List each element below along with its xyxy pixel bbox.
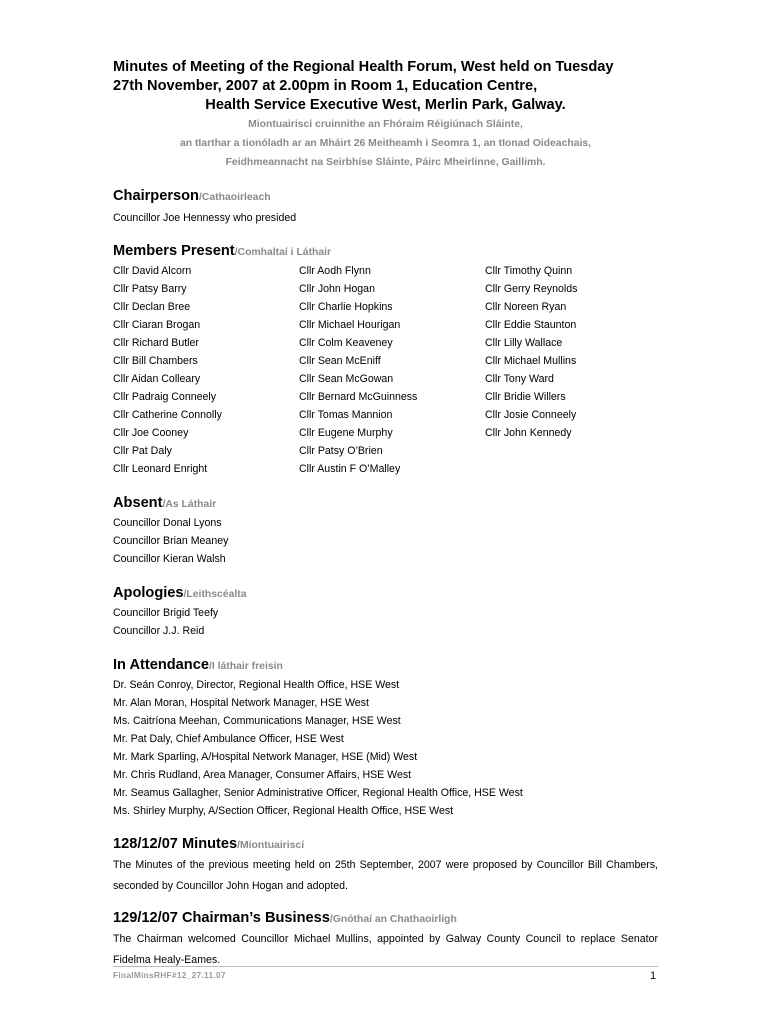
- list-item: Councillor Brigid Teefy: [113, 607, 219, 619]
- members-column-2: [299, 262, 485, 478]
- list-item: Cllr David Alcorn: [113, 265, 192, 277]
- list-item: Cllr Richard Butler: [113, 337, 199, 349]
- list-item: Cllr Padraig Conneely: [113, 391, 217, 403]
- list-item: Mr. Mark Sparling, A/Hospital Network Manager, HSE (Mid) West: [113, 751, 418, 763]
- list-item: Cllr John Kennedy: [485, 427, 572, 439]
- list-item: Councillor Kieran Walsh: [113, 553, 226, 565]
- list-item: Cllr Tony Ward: [485, 373, 554, 385]
- list-item: Cllr John Hogan: [299, 283, 375, 295]
- list-item: Cllr Patsy O’Brien: [299, 445, 383, 457]
- chairperson-section: [113, 187, 658, 227]
- title-line-1: Minutes of Meeting of the Regional Health Forum, West held on Tuesday: [113, 59, 614, 75]
- list-item: Cllr Sean McGowan: [299, 373, 394, 385]
- list-item: Cllr Eddie Staunton: [485, 319, 577, 331]
- list-item: Mr. Alan Moran, Hospital Network Manager, HSE West: [113, 697, 369, 709]
- list-item: Ms. Caitríona Meehan, Communications Manager, HSE West: [113, 715, 401, 727]
- list-item: Cllr Declan Bree: [113, 301, 191, 313]
- list-item: Cllr Pat Daly: [113, 445, 172, 457]
- title-line-2: 27th November, 2007 at 2.00pm in Room 1, Education Centre,: [113, 78, 538, 94]
- list-item: Dr. Seán Conroy, Director, Regional Health Office, HSE West: [113, 679, 400, 691]
- list-item: Cllr Leonard Enright: [113, 463, 208, 475]
- chairmans-business-text: The Chairman welcomed Councillor Michael Mullins, appointed by Galway County Council to replace Senator Fidelma Healy-Eames.: [113, 933, 658, 966]
- members-columns: [113, 262, 658, 478]
- irish-title-line-1: Miontuairiscí cruinnithe an Fhóraim Réigiúnach Sláinte,: [248, 119, 523, 130]
- chairmans-business-section: [113, 909, 658, 971]
- list-item: Cllr Bernard McGuinness: [299, 391, 418, 403]
- chairperson-text: Councillor Joe Hennessy who presided: [113, 212, 297, 224]
- members-column-1: [113, 262, 299, 478]
- list-item: Cllr Timothy Quinn: [485, 265, 573, 277]
- irish-title-line-3: Feidhmeannacht na Seirbhíse Sláinte, Páirc Mheirlinne, Gaillimh.: [225, 157, 546, 168]
- document-reference: FinalMinsRHF#12_27.11.07: [113, 970, 226, 980]
- document-page: [113, 58, 658, 971]
- irish-title-line-2: an tIarthar a tionóladh ar an Mháirt 26 Meitheamh i Seomra 1, an tIonad Oideachais,: [179, 138, 592, 149]
- list-item: Councillor Donal Lyons: [113, 517, 222, 529]
- list-item: Cllr Lilly Wallace: [485, 337, 563, 349]
- list-item: Cllr Michael Hourigan: [299, 319, 401, 331]
- apologies-section: [113, 584, 658, 640]
- minutes-text: The Minutes of the previous meeting held on 25th September, 2007 were proposed by Councillor Bill Chambers, seconded by Councillor John Hogan and adopted.: [113, 859, 658, 892]
- list-item: Mr. Pat Daly, Chief Ambulance Officer, HSE West: [113, 733, 344, 745]
- chairmans-business-heading: 129/12/07 Chairman’s Business/Gnóthaí an Chathaoirligh: [113, 910, 457, 926]
- irish-title: [113, 115, 658, 172]
- list-item: Cllr Colm Keaveney: [299, 337, 393, 349]
- list-item: Cllr Aidan Colleary: [113, 373, 201, 385]
- list-item: Cllr Patsy Barry: [113, 283, 187, 295]
- list-item: Councillor J.J. Reid: [113, 625, 205, 637]
- list-item: Ms. Shirley Murphy, A/Section Officer, Regional Health Office, HSE West: [113, 805, 454, 817]
- list-item: Cllr Josie Conneely: [485, 409, 577, 421]
- list-item: Councillor Brian Meaney: [113, 535, 229, 547]
- document-title: [113, 58, 658, 115]
- chairperson-heading: Chairperson/Cathaoirleach: [113, 188, 271, 204]
- list-item: Cllr Ciaran Brogan: [113, 319, 201, 331]
- title-line-3: Health Service Executive West, Merlin Park, Galway.: [205, 97, 566, 113]
- list-item: Cllr Michael Mullins: [485, 355, 577, 367]
- page-footer: [113, 966, 658, 982]
- apologies-heading: Apologies/Leithscéalta: [113, 585, 247, 601]
- minutes-heading: 128/12/07 Minutes/Miontuairiscí: [113, 836, 305, 852]
- list-item: Cllr Charlie Hopkins: [299, 301, 393, 313]
- list-item: Cllr Joe Cooney: [113, 427, 189, 439]
- list-item: Cllr Gerry Reynolds: [485, 283, 578, 295]
- list-item: Cllr Austin F O’Malley: [299, 463, 401, 475]
- attendance-section: [113, 656, 658, 820]
- list-item: Cllr Sean McEniff: [299, 355, 381, 367]
- minutes-section: [113, 835, 658, 897]
- absent-heading: Absent/As Láthair: [113, 495, 217, 511]
- list-item: Cllr Bill Chambers: [113, 355, 198, 367]
- list-item: Cllr Catherine Connolly: [113, 409, 222, 421]
- members-heading: Members Present/Comhaltaí i Láthair: [113, 243, 332, 259]
- list-item: Cllr Tomas Mannion: [299, 409, 393, 421]
- page-number: 1: [650, 970, 656, 982]
- list-item: Cllr Bridie Willers: [485, 391, 566, 403]
- list-item: Mr. Chris Rudland, Area Manager, Consumer Affairs, HSE West: [113, 769, 412, 781]
- members-column-3: [485, 262, 658, 478]
- list-item: Mr. Seamus Gallagher, Senior Administrative Officer, Regional Health Office, HSE West: [113, 787, 523, 799]
- list-item: Cllr Eugene Murphy: [299, 427, 393, 439]
- absent-section: [113, 494, 658, 568]
- attendance-heading: In Attendance/I láthair freisin: [113, 657, 283, 673]
- members-section: [113, 242, 658, 478]
- list-item: Cllr Aodh Flynn: [299, 265, 371, 277]
- list-item: Cllr Noreen Ryan: [485, 301, 567, 313]
